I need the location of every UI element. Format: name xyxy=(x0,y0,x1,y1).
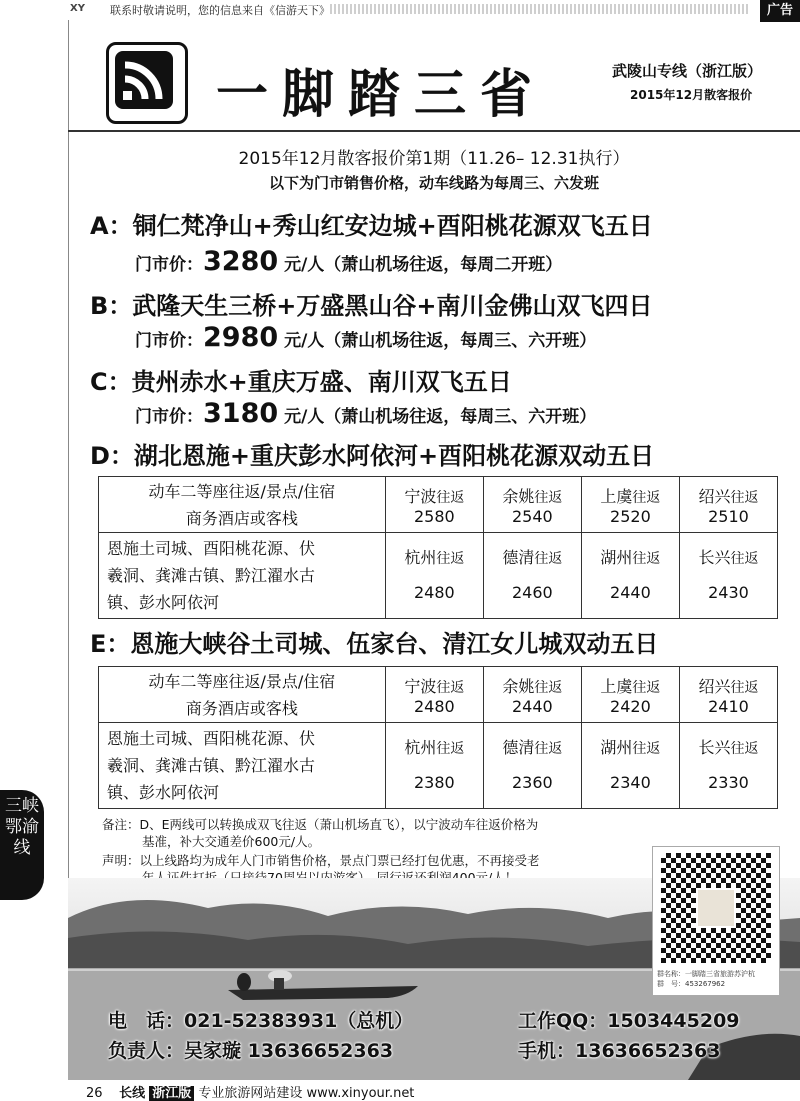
price-cell xyxy=(385,477,483,533)
service-description xyxy=(99,667,386,723)
trip-type: 往返 xyxy=(632,489,661,506)
city-price: 2340 xyxy=(610,773,651,792)
wifi-logo-icon xyxy=(115,51,173,109)
table-row xyxy=(99,667,778,723)
price-prefix: 门市价： xyxy=(135,407,203,427)
city-name: 长兴 xyxy=(698,738,731,757)
price-cell xyxy=(385,533,483,619)
price-cell xyxy=(581,667,679,723)
city-name: 余姚 xyxy=(502,486,535,506)
price-cell xyxy=(679,477,777,533)
route-a-price xyxy=(135,246,562,277)
city-price: 2510 xyxy=(708,506,749,526)
trip-type: 往返 xyxy=(534,489,563,506)
qr-code-card xyxy=(652,846,780,996)
header-subtitle: 武陵山专线（浙江版） xyxy=(612,62,763,80)
desc-text: 动车二等座往返/景点/住宿 商务酒店或客栈 xyxy=(148,671,336,718)
header xyxy=(68,30,800,130)
city-name: 绍兴 xyxy=(698,486,731,506)
trip-type: 往返 xyxy=(436,489,465,506)
city-price: 2380 xyxy=(413,773,455,792)
city-price: 2360 xyxy=(512,773,553,792)
city-price: 2580 xyxy=(413,506,455,526)
trip-type: 往返 xyxy=(534,741,563,757)
city-name: 湖州 xyxy=(600,548,633,567)
remark-line: 备注：D、E两线可以转换成双飞往返（萧山机场直飞），以宁波动车往返价格为 xyxy=(102,817,539,832)
top-bar xyxy=(0,0,800,18)
city-name: 德清 xyxy=(502,548,535,567)
price-cell xyxy=(679,667,777,723)
city-name: 宁波 xyxy=(404,486,437,506)
route-b-title: B：武隆天生三桥+万盛黑山谷+南川金佛山双飞四日 xyxy=(90,292,653,320)
section-name: 长线 xyxy=(119,1086,146,1101)
city-price: 2520 xyxy=(610,506,651,526)
city-price: 2330 xyxy=(708,773,749,792)
trip-type: 往返 xyxy=(534,679,563,696)
trip-type: 往返 xyxy=(730,679,759,696)
service-description xyxy=(99,477,386,533)
ad-label: 广告 xyxy=(760,0,800,22)
route-e-title: E：恩施大峡谷土司城、伍家台、清江女儿城双动五日 xyxy=(90,630,659,658)
city-price: 2480 xyxy=(413,583,455,602)
price-cell xyxy=(581,723,679,809)
city-price: 2430 xyxy=(708,583,749,602)
price-value: 2980 xyxy=(203,322,279,353)
price-issue-title: 2015年12月散客报价第1期（11.26– 12.31执行） xyxy=(238,149,630,169)
trip-type: 往返 xyxy=(632,679,661,696)
trip-type: 往返 xyxy=(436,679,465,696)
price-cell xyxy=(679,723,777,809)
section-side-tab xyxy=(0,790,44,900)
edition-badge: 浙江版 xyxy=(149,1086,194,1101)
price-cell xyxy=(385,667,483,723)
city-name: 德清 xyxy=(502,738,535,757)
side-tab-text: 三峡 鄂渝线 xyxy=(5,796,39,858)
group-name: 群名称：一脚踏三省旅游苏沪杭 xyxy=(657,970,755,978)
city-price: 2480 xyxy=(413,696,455,716)
price-suffix: 元/人（萧山机场往返，每周三、六开班） xyxy=(278,407,597,427)
price-cell xyxy=(483,667,581,723)
page-number: 26 xyxy=(86,1086,103,1101)
remark-line: 基准，补大交通差价600元/人。 xyxy=(142,834,321,849)
desc-text: 恩施土司城、酉阳桃花源、伏 羲洞、龚滩古镇、黔江濯水古 镇、彭水阿依河 xyxy=(107,729,316,802)
route-d-title: D：湖北恩施+重庆彭水阿依河+酉阳桃花源双动五日 xyxy=(90,442,655,470)
phone-line: 电 话：021-52383931（总机） xyxy=(108,1010,414,1032)
price-cell xyxy=(581,477,679,533)
table-row xyxy=(99,477,778,533)
attractions-list xyxy=(99,723,386,809)
attractions-list xyxy=(99,533,386,619)
price-cell xyxy=(483,723,581,809)
city-name: 上虞 xyxy=(600,486,633,506)
city-name: 杭州 xyxy=(404,738,437,757)
city-name: 长兴 xyxy=(698,548,731,567)
city-price: 2420 xyxy=(610,696,651,716)
route-c-title: C：贵州赤水+重庆万盛、南川双飞五日 xyxy=(90,368,512,396)
remarks xyxy=(102,816,538,850)
city-name: 绍兴 xyxy=(698,676,731,696)
page-footer xyxy=(86,1082,414,1101)
city-name: 上虞 xyxy=(600,676,633,696)
city-name: 宁波 xyxy=(404,676,437,696)
divider xyxy=(68,130,800,132)
price-value: 3180 xyxy=(203,398,279,429)
trip-type: 往返 xyxy=(730,489,759,506)
route-b-price xyxy=(135,322,596,353)
route-d-price-table xyxy=(98,476,778,619)
trip-type: 往返 xyxy=(436,741,465,757)
trip-type: 往返 xyxy=(436,551,465,567)
person-line: 负责人：吴家璇 13636652363 xyxy=(108,1040,394,1062)
header-period: 2015年12月散客报价 xyxy=(630,88,753,102)
route-c-price xyxy=(135,398,596,429)
price-cell xyxy=(483,533,581,619)
price-cell xyxy=(385,723,483,809)
qr-caption xyxy=(657,969,755,989)
city-price: 2460 xyxy=(512,583,553,602)
avatar xyxy=(696,888,736,928)
trip-type: 往返 xyxy=(632,741,661,757)
city-price: 2410 xyxy=(708,696,749,716)
statement-line: 声明：以上线路均为成年人门市销售价格，景点门票已经打包优惠，不再接受老 xyxy=(102,853,540,868)
price-note: 以下为门市销售价格，动车线路为每周三、六发班 xyxy=(268,174,599,192)
price-cell xyxy=(679,533,777,619)
trip-type: 往返 xyxy=(730,551,759,567)
source-notice: 联系时敬请说明，您的信息来自《信游天下》 xyxy=(110,4,330,17)
footer-tagline: 专业旅游网站建设 www.xinyour.net xyxy=(198,1086,415,1101)
price-suffix: 元/人（萧山机场往返，每周三、六开班） xyxy=(278,331,597,351)
desc-text: 动车二等座往返/景点/住宿 商务酒店或客栈 xyxy=(148,481,336,528)
mobile-line: 手机：13636652363 xyxy=(518,1040,721,1062)
group-number: 群 号：453267962 xyxy=(657,980,726,988)
city-name: 湖州 xyxy=(600,738,633,757)
mini-logo: XY xyxy=(70,3,85,14)
table-row xyxy=(99,533,778,619)
city-price: 2440 xyxy=(512,696,553,716)
price-cell xyxy=(483,477,581,533)
brand-title: 一脚踏三省 xyxy=(216,64,547,125)
route-a-title: A：铜仁梵净山+秀山红安边城+酉阳桃花源双飞五日 xyxy=(90,212,653,240)
city-name: 杭州 xyxy=(404,548,437,567)
qq-line: 工作QQ：1503445209 xyxy=(518,1010,740,1032)
price-prefix: 门市价： xyxy=(135,255,203,275)
price-cell xyxy=(581,533,679,619)
city-price: 2540 xyxy=(512,506,553,526)
price-prefix: 门市价： xyxy=(135,331,203,351)
trip-type: 往返 xyxy=(632,551,661,567)
decorative-stripe xyxy=(330,4,750,14)
route-e-price-table xyxy=(98,666,778,809)
price-suffix: 元/人（萧山机场往返，每周二开班） xyxy=(278,255,563,275)
city-price: 2440 xyxy=(610,583,651,602)
trip-type: 往返 xyxy=(730,741,759,757)
table-row xyxy=(99,723,778,809)
brand-logo xyxy=(106,42,188,124)
price-value: 3280 xyxy=(203,246,279,277)
city-name: 余姚 xyxy=(502,676,535,696)
desc-text: 恩施土司城、酉阳桃花源、伏 羲洞、龚滩古镇、黔江濯水古 镇、彭水阿依河 xyxy=(107,539,316,612)
trip-type: 往返 xyxy=(534,551,563,567)
